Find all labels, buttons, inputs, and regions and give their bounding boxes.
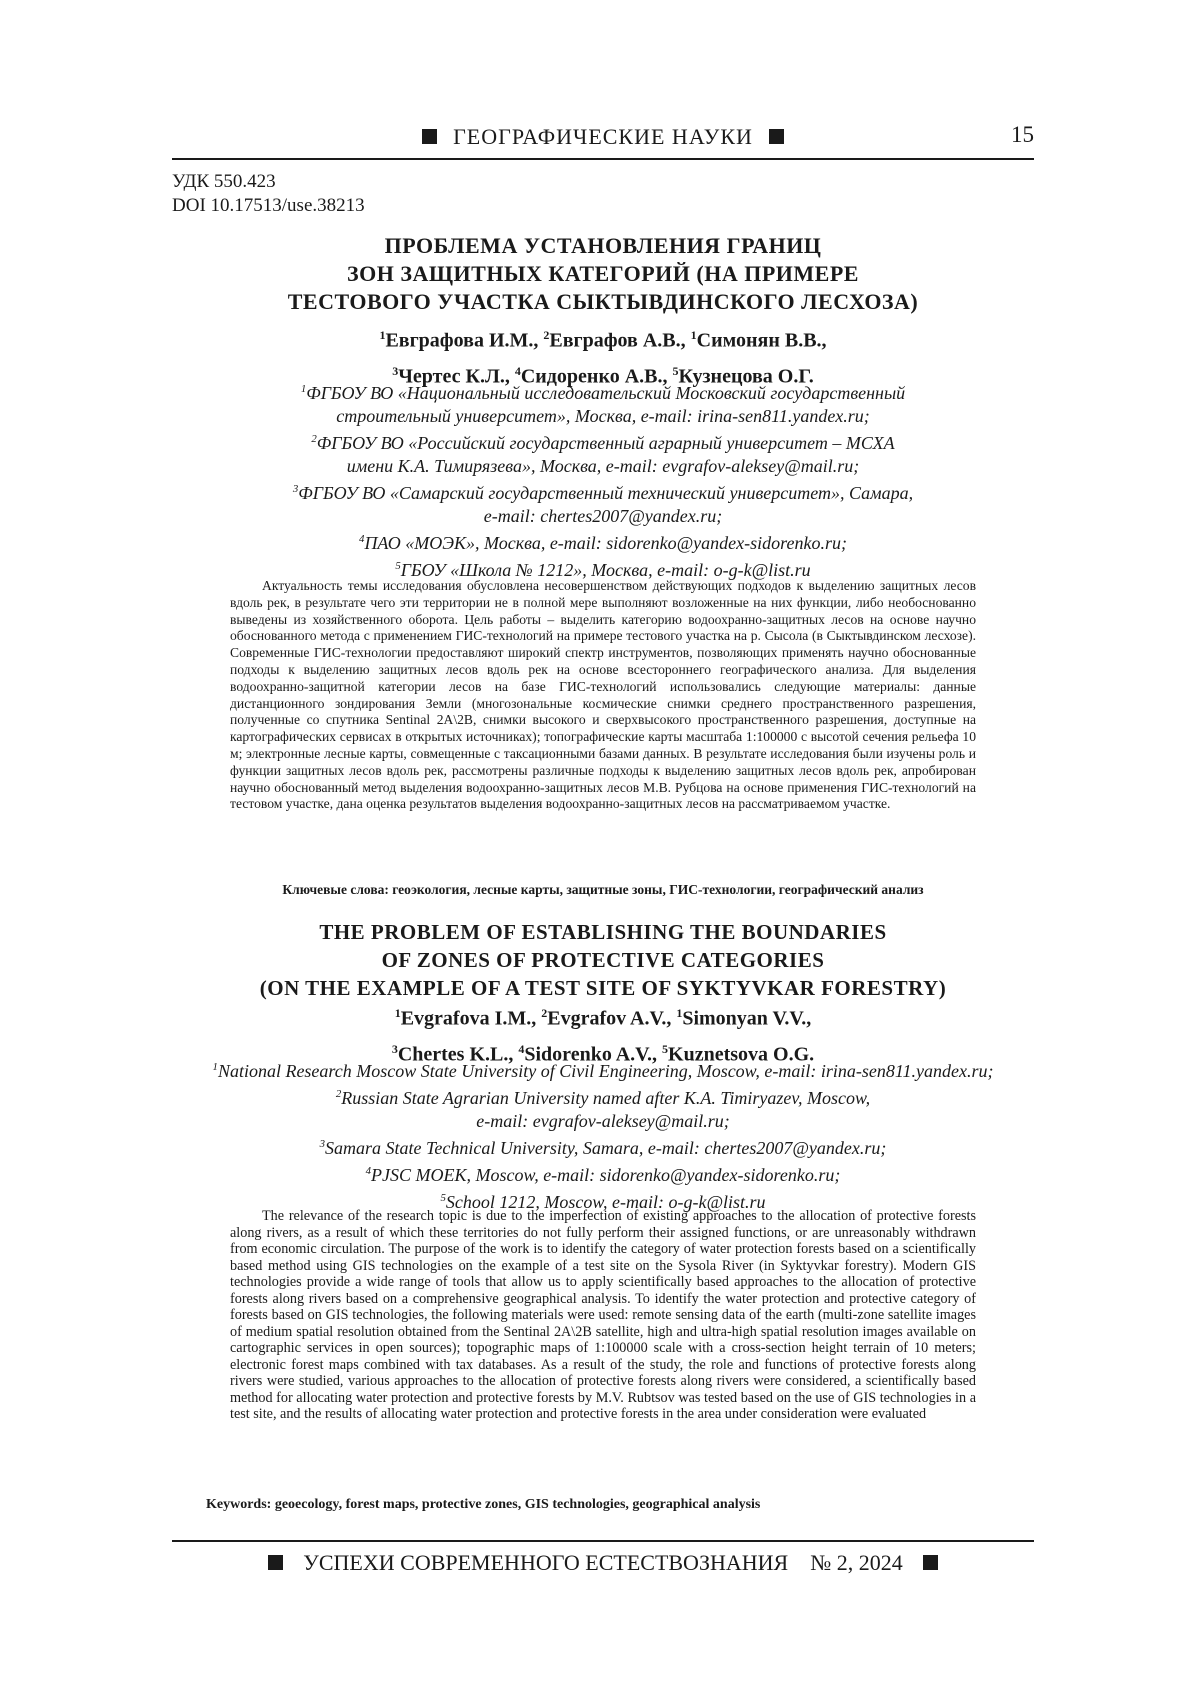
author-index: 3: [392, 363, 399, 378]
affiliation-index: 3: [319, 1138, 326, 1150]
article-title-en: [180, 918, 1026, 1002]
section-label: ГЕОГРАФИЧЕСКИЕ НАУКИ: [453, 124, 753, 149]
udk-code: УДК 550.423: [172, 171, 276, 192]
affiliation-text: e-mail: evgrafov-aleksey@mail.ru;: [476, 1111, 730, 1131]
affiliation-text: e-mail: chertes2007@yandex.ru;: [483, 506, 723, 526]
affiliations-en: [172, 1056, 1034, 1214]
journal-line: [172, 1550, 1034, 1576]
affiliation-text: National Research Moscow State University of Civil Engineering, Moscow, e-mail: irina-sen811.yandex.ru;: [217, 1061, 994, 1081]
author-name: Чертес К.Л.,: [398, 365, 515, 388]
author-name: Evgrafova I.M.,: [400, 1007, 542, 1030]
affiliation-line: [172, 1160, 1034, 1187]
affiliation-index: 5: [440, 1192, 446, 1204]
author-index: 2: [541, 1006, 548, 1020]
affiliation-text: ФГБОУ ВО «Национальный исследовательский Московский государственный: [306, 383, 906, 403]
affiliation-text: Russian State Agrarian University named after K.A. Timiryazev, Moscow,: [341, 1088, 871, 1108]
affiliation-index: 2: [335, 1088, 342, 1100]
affiliation-text: School 1212, Moscow, e-mail: o-g-k@list.ru: [445, 1192, 766, 1212]
keywords-en: Keywords: geoecology, forest maps, protective zones, GIS technologies, geographical analysis: [206, 1497, 761, 1512]
square-bullet-icon: [923, 1555, 938, 1570]
square-bullet-icon: [422, 129, 437, 144]
affiliation-index: 5: [395, 560, 401, 572]
author-index: 1: [379, 328, 386, 342]
author-index: 2: [543, 328, 550, 342]
affiliation-text: имени К.А. Тимирязева», Москва, e-mail: evgrafov-aleksey@mail.ru;: [346, 456, 860, 476]
affiliation-line: [172, 1083, 1034, 1110]
authors-line: [180, 320, 1026, 356]
affiliation-text: ГБОУ «Школа № 1212», Москва, e-mail: o-g-k@list.ru: [400, 560, 811, 580]
abstract-en: The relevance of the research topic is due to the imperfection of existing approaches to the allocation of protective forests along rivers, as a result of which these territories do not fully perform their assigned functions, or are unreasonably withdrawn from economic circulation. The purpose of the work is to identify the category of water protection forests based on a scientifically based method using GIS technologies on the example of a test site on the Sysola River (in Syktyvkar forestry). Modern GIS technologies provide a wide range of tools that allow us to apply scientifically based approaches to the allocation of protective forests along rivers based on a comprehensive geographical analysis. To identify the water protection and protective category of forests based on GIS technologies, the following materials were used: remote sensing data of the earth (multi-zone satellite images of medium spatial resolution obtained from the Sentinal 2A\2B satellite, high and ultra-high spatial resolution images available on cartographic services in open sources); topographic maps of 1:100000 scale with a cross-section height terrain of 10 meters; electronic forest maps combined with tax databases. As a result of the study, the role and functions of protective forests along rivers were studied, various approaches to the allocation of protective forests along rivers were considered, a scientifically based method for allocating water protection and protective forests by M.V. Rubtsov was tested based on the use of GIS technologies in a test site, and the results of allocating water protection and protective forests in the area under consideration were evaluated: [230, 1208, 976, 1422]
journal-name: УСПЕХИ СОВРЕМЕННОГО ЕСТЕСТВОЗНАНИЯ: [303, 1550, 789, 1575]
running-footer: [172, 1540, 1034, 1575]
affiliation-line: [172, 378, 1034, 405]
author-name: Симонян В.В.,: [696, 329, 827, 352]
affiliation-text: PJSC MOEK, Moscow, e-mail: sidorenko@yandex-sidorenko.ru;: [371, 1165, 841, 1185]
affiliation-line: [172, 428, 1034, 455]
affiliation-line: [172, 528, 1034, 555]
abstract-ru: Актуальность темы исследования обусловлена несовершенством действующих подходов к выделению защитных лесов вдоль рек, в результате чего эти территории не в полной мере выполняют возложенные на них функции, либо необоснованно выведены из хозяйственного оборота. Цель работы – выделить категорию водоохранно-защитных лесов на основе научно обоснованного метода с применением ГИС-технологий на примере тестового участка на р. Сысола (в Сыктывдинском лесхозе). Современные ГИС-технологии предоставляют широкий спектр инструментов, позволяющих применять научно обоснованные подходы к выделению защитных лесов вдоль рек на основе всестороннего географического анализа. Для выделения водоохранно-защитной категории лесов на базе ГИС-технологий использовались следующие материалы: данные дистанционного зондирования Земли (многозональные космические снимки среднего пространственного разрешения, полученные со спутника Sentinal 2A\2B, снимки высокого и сверхвысокого пространственного разрешения, доступные на картографических сервисах в открытых источниках); топографические карты масштаба 1:100000 с высотой сечения рельефа 10 м; электронные лесные карты, совмещенные с таксационными базами данных. В результате исследования были изучены роль и функции защитных лесов вдоль рек, рассмотрены различные подходы к выделению защитных лесов вдоль рек, апробирован научно обоснованный метод выделения водоохранно-защитных лесов М.В. Рубцова на основе применения ГИС-технологий на тестовом участке, дана оценка результатов выделения водоохранно-защитных лесов на рассматриваемом участке.: [230, 578, 976, 812]
page-number: 15: [1011, 122, 1034, 147]
author-index: 1: [394, 1006, 401, 1020]
author-name: Евграфов А.В.,: [549, 329, 691, 352]
author-index: 3: [391, 1041, 398, 1056]
keywords-ru: Ключевые слова: геоэкология, лесные карты, защитные зоны, ГИС-технологии, географический анализ: [282, 882, 924, 897]
title-line: (ON THE EXAMPLE OF A TEST SITE OF SYKTYVKAR FORESTRY): [259, 976, 947, 1000]
author-name: Evgrafov A.V.,: [547, 1007, 677, 1030]
square-bullet-icon: [769, 129, 784, 144]
affiliation-text: строительный университет», Москва, e-mail: irina-sen811.yandex.ru;: [336, 406, 870, 426]
affiliation-line: [172, 1110, 1034, 1133]
affiliation-line: [172, 505, 1034, 528]
author-name: Евграфова И.М.,: [385, 329, 544, 352]
author-name: Кузнецова О.Г.: [678, 365, 814, 388]
section-title: [172, 124, 1034, 150]
affiliation-text: ФГБОУ ВО «Самарский государственный технический университет», Самара,: [298, 483, 914, 503]
affiliation-line: [172, 405, 1034, 428]
author-name: Simonyan V.V.,: [682, 1007, 812, 1030]
title-line: ПРОБЛЕМА УСТАНОВЛЕНИЯ ГРАНИЦ: [384, 233, 822, 258]
affiliation-text: ФГБОУ ВО «Российский государственный аграрный университет – МСХА: [316, 433, 895, 453]
affiliation-index: 3: [292, 483, 299, 495]
title-line: OF ZONES OF PROTECTIVE CATEGORIES: [381, 948, 825, 972]
doi: DOI 10.17513/use.38213: [172, 195, 365, 216]
affiliation-line: [172, 1056, 1034, 1083]
author-index: 5: [662, 1041, 669, 1056]
author-name: Kuznetsova O.G.: [668, 1043, 815, 1066]
article-identifiers: [172, 170, 365, 218]
author-index: 4: [514, 363, 521, 378]
affiliations-ru: [172, 378, 1034, 582]
running-header: [172, 118, 1034, 160]
affiliation-line: [172, 478, 1034, 505]
affiliation-index: 4: [359, 533, 365, 545]
author-name: Сидоренко А.В.,: [520, 365, 673, 388]
author-name: Chertes K.L.,: [397, 1043, 519, 1066]
title-line: ТЕСТОВОГО УЧАСТКА СЫКТЫВДИНСКОГО ЛЕСХОЗА): [287, 289, 919, 314]
author-index: 5: [672, 363, 679, 378]
author-index: 4: [518, 1041, 525, 1056]
affiliation-line: [172, 1133, 1034, 1160]
title-line: THE PROBLEM OF ESTABLISHING THE BOUNDARIES: [319, 920, 887, 944]
affiliation-index: 2: [311, 433, 317, 445]
affiliation-index: 4: [365, 1165, 372, 1177]
affiliation-index: 1: [212, 1061, 218, 1073]
affiliation-text: Samara State Technical University, Samara, e-mail: chertes2007@yandex.ru;: [325, 1138, 887, 1158]
affiliation-index: 1: [300, 383, 307, 395]
author-index: 1: [690, 328, 697, 342]
title-line: ЗОН ЗАЩИТНЫХ КАТЕГОРИЙ (НА ПРИМЕРЕ: [347, 261, 859, 286]
author-name: Sidorenko A.V.,: [524, 1043, 663, 1066]
affiliation-text: ПАО «МОЭК», Москва, e-mail: sidorenko@yandex-sidorenko.ru;: [364, 533, 847, 553]
author-index: 1: [676, 1006, 683, 1020]
authors-line: [180, 998, 1026, 1034]
issue-number: № 2, 2024: [810, 1550, 903, 1575]
square-bullet-icon: [268, 1555, 283, 1570]
article-title-ru: [180, 232, 1026, 316]
affiliation-line: [172, 455, 1034, 478]
